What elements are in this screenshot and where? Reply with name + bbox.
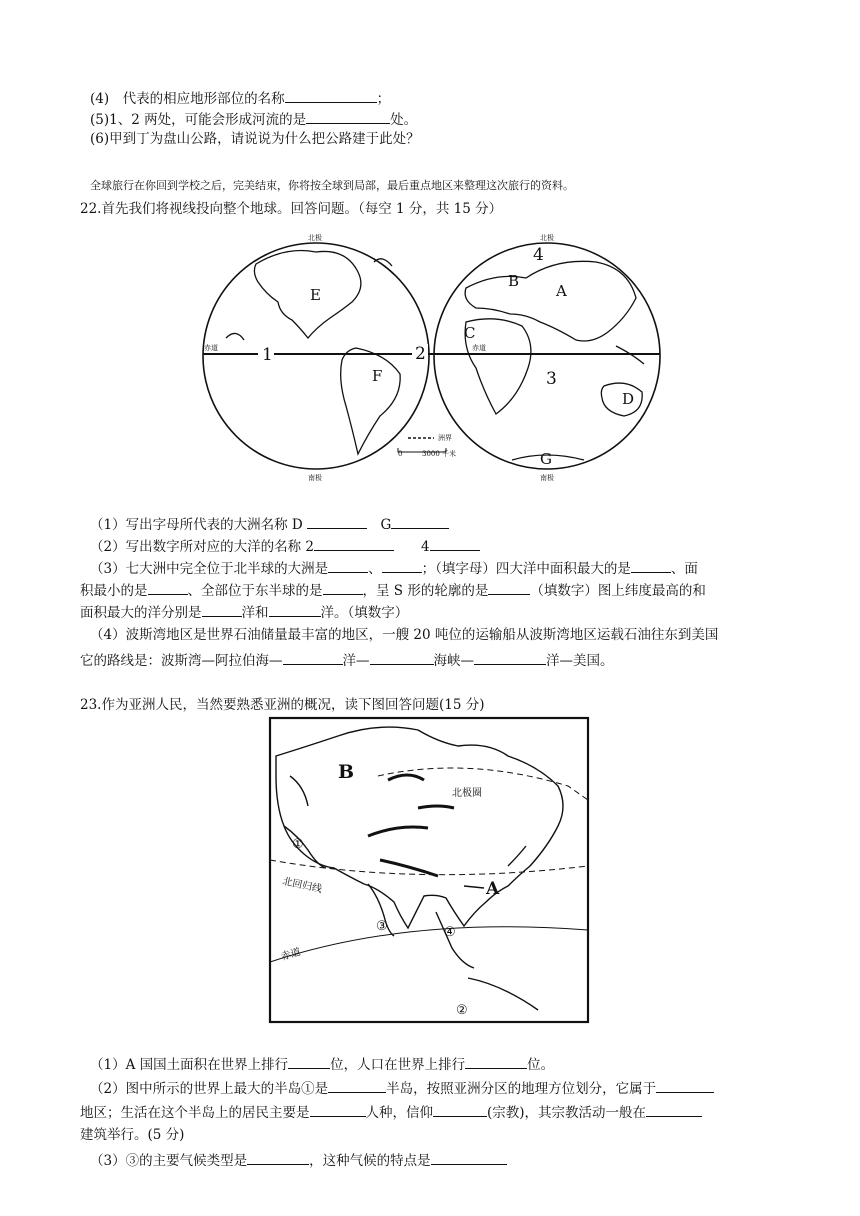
answer-blank[interactable] <box>488 580 530 595</box>
answer-blank[interactable] <box>314 536 394 551</box>
south-pole-label-west: 南极 <box>308 474 322 482</box>
map-letter-G: G <box>540 450 552 468</box>
q22-3-line1: （3）七大洲中完全位于北半球的大洲是 、 ；（填字母）四大洋中面积最大的是 、面 <box>90 558 698 578</box>
q21-6: (6)甲到丁为盘山公路，请说说为什么把公路建于此处？ <box>90 131 420 147</box>
map-letter-B: B <box>508 272 520 290</box>
map-letter-A: A <box>556 282 567 300</box>
answer-blank[interactable] <box>474 650 546 665</box>
answer-blank[interactable] <box>288 1054 330 1069</box>
answer-blank[interactable] <box>328 558 368 573</box>
map-mark-1: ① <box>292 837 304 852</box>
q23-3: （3）③的主要气候类型是 ，这种气候的特点是 <box>90 1150 507 1170</box>
q22-3-line3: 面积最大的洋分别是 洋和 洋。（填数字） <box>80 602 408 622</box>
q23-title: 23.作为亚洲人民，当然要熟悉亚洲的概况，读下图回答问题(15 分) <box>80 697 485 713</box>
map-number-4: 4 <box>533 245 544 265</box>
answer-blank[interactable] <box>430 536 480 551</box>
answer-blank[interactable] <box>370 650 434 665</box>
arctic-circle-label: 北极圈 <box>452 788 482 799</box>
south-pole-label-east: 南极 <box>540 474 554 482</box>
answer-blank[interactable] <box>148 580 188 595</box>
equator-label: 赤道 <box>279 946 303 963</box>
map-number-2: 2 <box>415 344 426 364</box>
scale-label: 3000 千米 <box>422 450 457 458</box>
q22-3-line2: 积最小的是 、全部位于东半球的是 ，呈 S 形的轮廓的是 （填数字）图上纬度最高的和 <box>80 580 706 600</box>
island <box>226 333 244 340</box>
q23-2-line3: 建筑举行。(5 分) <box>80 1127 185 1143</box>
answer-blank[interactable] <box>631 558 671 573</box>
q22-title: 22.首先我们将视线投向整个地球。回答问题。（每空 1 分，共 15 分） <box>80 201 503 217</box>
answer-blank[interactable] <box>646 1102 702 1117</box>
map-label-B: B <box>338 761 355 783</box>
answer-blank[interactable] <box>247 1150 309 1165</box>
answer-blank[interactable] <box>323 580 363 595</box>
answer-blank[interactable] <box>391 514 449 529</box>
map-frame <box>270 718 588 1022</box>
north-america-outline <box>254 251 361 339</box>
map-letter-C: C <box>464 324 476 342</box>
answer-blank[interactable] <box>202 602 242 617</box>
q22-4-line2: 它的路线是：波斯湾—阿拉伯海— 洋— 海峡— 洋—美国。 <box>80 650 614 670</box>
eurasia-outline <box>465 261 636 341</box>
answer-blank[interactable] <box>465 1054 527 1069</box>
q22-4-line1: （4）波斯湾地区是世界石油储量最丰富的地区，一艘 20 吨位的运输船从波斯湾地区运载石油往东到美国 <box>90 627 719 643</box>
q23-1: （1）A 国国土面积在世界上排行 位，人口在世界上排行 位。 <box>90 1054 554 1074</box>
answer-blank[interactable] <box>307 514 367 529</box>
map-letter-D: D <box>622 390 635 408</box>
q22-1: （1）写出字母所代表的大洲名称 D G <box>90 514 449 534</box>
map-mark-4: ④ <box>444 925 456 940</box>
north-pole-label-east: 北极 <box>540 234 554 242</box>
western-hemisphere-circle <box>203 243 429 469</box>
eastern-hemisphere-circle <box>434 243 660 469</box>
asia-map <box>268 716 592 1026</box>
scale-zero: 0 <box>398 450 403 458</box>
q21-5: (5)1、2 两处，可能会形成河流的是 处。 <box>90 109 417 129</box>
answer-blank[interactable] <box>382 558 422 573</box>
north-pole-label-west: 北极 <box>308 234 322 242</box>
answer-blank[interactable] <box>328 1078 386 1093</box>
equator-label-east: 赤道 <box>472 344 486 352</box>
map-number-1: 1 <box>262 345 273 365</box>
legend-label: 洲界 <box>438 434 452 442</box>
answer-blank[interactable] <box>656 1078 714 1093</box>
q23-2-line1: （2）图中所示的世界上最大的半岛①是 半岛，按照亚洲分区的地理方位划分，它属于 <box>90 1078 714 1098</box>
map-mark-2: ② <box>456 1003 468 1018</box>
world-hemispheres-map <box>196 228 672 486</box>
q23-2-line2: 地区；生活在这个半岛上的居民主要是 人种，信仰 (宗教)，其宗教活动一般在 <box>80 1102 702 1122</box>
answer-blank[interactable] <box>433 1102 487 1117</box>
map-label-A: A <box>486 879 500 899</box>
map-number-3: 3 <box>546 369 557 389</box>
answer-blank[interactable] <box>431 1150 507 1165</box>
south-america-outline <box>341 348 401 454</box>
intro-text: 全球旅行在你回到学校之后，完美结束，你将按全球到局部，最后重点地区来整理这次旅行的资料。 <box>90 179 574 192</box>
answer-blank[interactable] <box>283 650 343 665</box>
equator-label-west: 赤道 <box>204 344 218 352</box>
map-mark-3: ③ <box>376 919 388 934</box>
answer-blank[interactable] <box>306 109 390 124</box>
answer-blank[interactable] <box>269 602 321 617</box>
q21-4: (4) 代表的相应地形部位的名称 ； <box>90 88 390 108</box>
map-letter-E: E <box>310 286 321 304</box>
answer-blank[interactable] <box>310 1102 366 1117</box>
q22-2: （2）写出数字所对应的大洋的名称 2 4 <box>90 536 480 556</box>
answer-blank[interactable] <box>285 88 377 103</box>
map-letter-F: F <box>372 367 383 385</box>
tropic-of-cancer-label: 北回归线 <box>281 876 323 896</box>
